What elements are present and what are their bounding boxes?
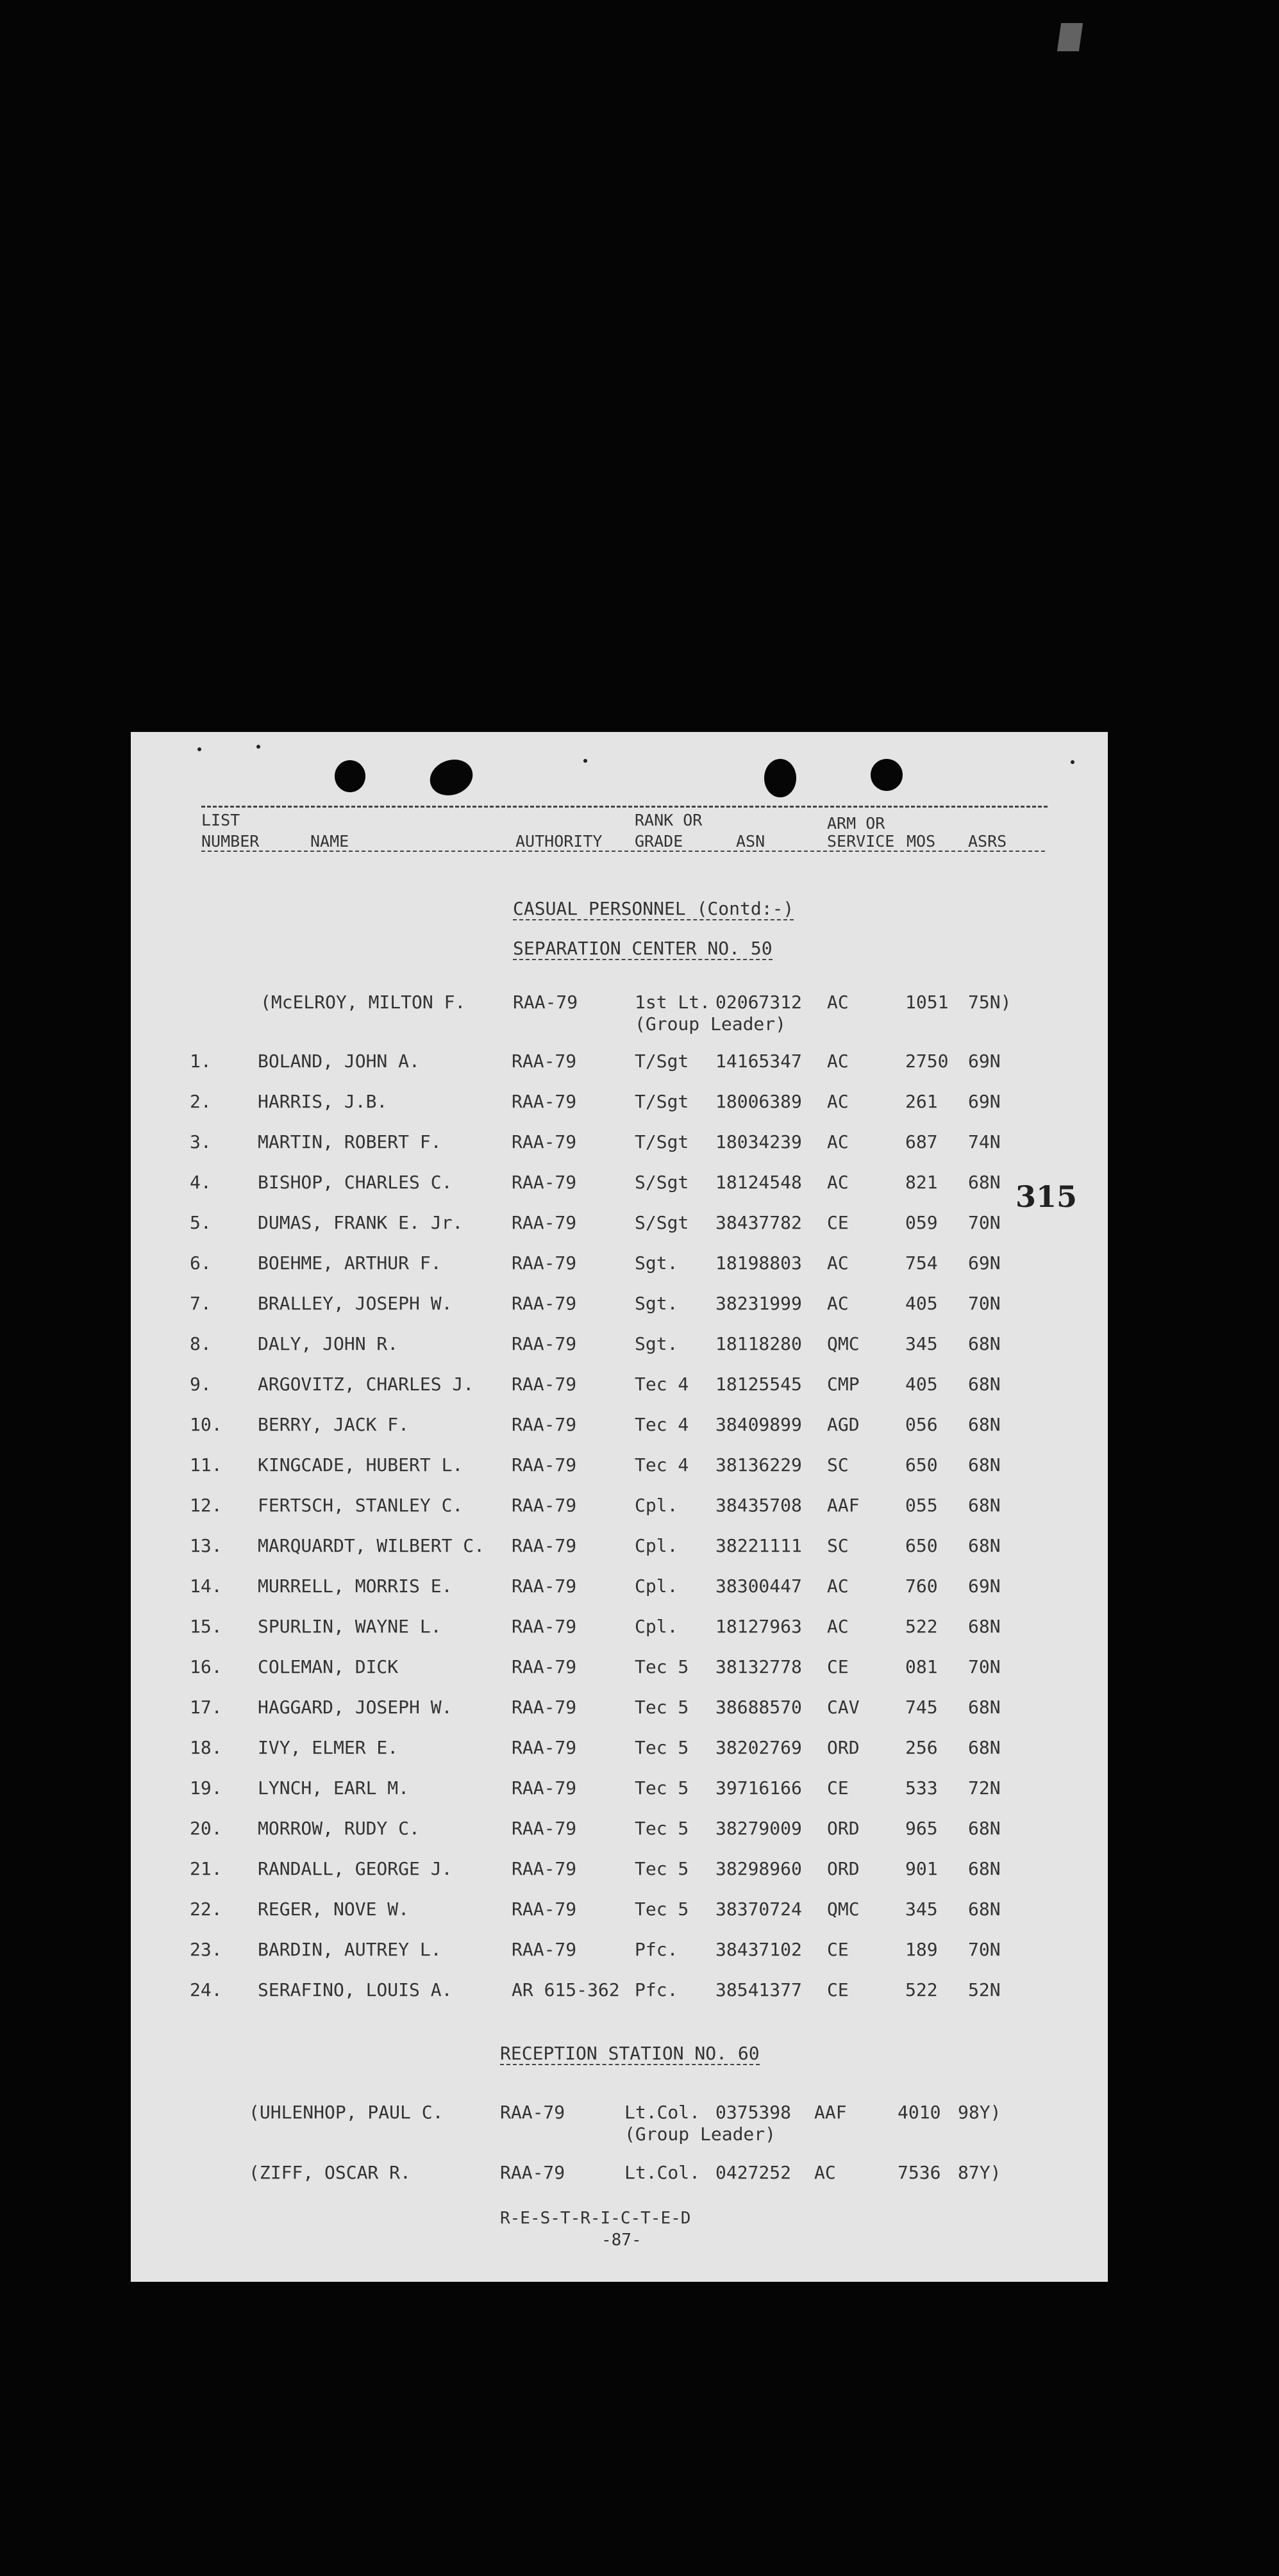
roster-row xyxy=(131,1537,1108,1563)
asrs-cell: 70N xyxy=(968,1939,1001,1960)
asrs-cell: 68N xyxy=(968,1374,1001,1395)
asn-cell: 38435708 xyxy=(715,1495,802,1516)
rank-cell: Cpl. xyxy=(635,1616,678,1637)
rank-cell: T/Sgt xyxy=(635,1131,689,1152)
authority-cell: RAA-79 xyxy=(512,1131,577,1152)
header-name: NAME xyxy=(310,832,349,851)
punch-hole xyxy=(335,760,365,792)
arm-cell: AC xyxy=(827,1252,849,1274)
name-cell: HARRIS, J.B. xyxy=(258,1091,388,1112)
asrs-cell: 68N xyxy=(968,1414,1001,1435)
name-cell: BISHOP, CHARLES C. xyxy=(258,1172,453,1193)
arm-cell: AC xyxy=(827,1131,849,1152)
asn-cell: 38221111 xyxy=(715,1535,802,1556)
roster-row xyxy=(131,1456,1108,1482)
roster-row xyxy=(131,1900,1108,1926)
asn-cell: 38279009 xyxy=(715,1818,802,1839)
mos-cell: 745 xyxy=(905,1697,938,1718)
mos-cell: 687 xyxy=(905,1131,938,1152)
name-cell: FERTSCH, STANLEY C. xyxy=(258,1495,464,1516)
list-number-cell: 18. xyxy=(190,1737,222,1758)
asrs-cell: 52N xyxy=(968,1979,1001,2000)
mos-cell: 2750 xyxy=(905,1051,949,1072)
header-rule xyxy=(201,806,1048,808)
list-number-cell: 22. xyxy=(190,1899,222,1920)
asn-cell: 02067312 xyxy=(715,992,802,1013)
asn-cell: 38437782 xyxy=(715,1212,802,1233)
rank-cell: Lt.Col. xyxy=(624,2162,701,2183)
mos-cell: 533 xyxy=(905,1777,938,1799)
asn-cell: 0427252 xyxy=(715,2162,792,2183)
rank-cell: Tec 5 xyxy=(635,1656,689,1677)
asrs-cell: 70N xyxy=(968,1212,1001,1233)
mos-cell: 055 xyxy=(905,1495,938,1516)
section-casual-personnel: CASUAL PERSONNEL (Contd:-) xyxy=(513,898,794,919)
document-page xyxy=(131,732,1108,2282)
asn-cell: 38136229 xyxy=(715,1454,802,1475)
roster-row xyxy=(131,1577,1108,1603)
list-number-cell: 8. xyxy=(190,1333,212,1354)
header-mos: MOS xyxy=(907,832,936,851)
roster-row xyxy=(131,1093,1108,1118)
roster-row xyxy=(131,1214,1108,1240)
list-number-cell: 17. xyxy=(190,1697,222,1718)
name-cell: REGER, NOVE W. xyxy=(258,1899,410,1920)
asn-cell: 18118280 xyxy=(715,1333,802,1354)
arm-cell: CAV xyxy=(827,1697,860,1718)
roster-row xyxy=(131,1335,1108,1361)
authority-cell: RAA-79 xyxy=(512,1172,577,1193)
asrs-cell: 69N xyxy=(968,1091,1001,1112)
asn-cell: 38409899 xyxy=(715,1414,802,1435)
authority-cell: RAA-79 xyxy=(512,1697,577,1718)
mos-cell: 7536 xyxy=(898,2162,941,2183)
roster-row xyxy=(131,1941,1108,1966)
asrs-cell: 68N xyxy=(968,1697,1001,1718)
list-number-cell: 13. xyxy=(190,1535,222,1556)
speck xyxy=(1071,760,1074,764)
roster-row xyxy=(131,1375,1108,1401)
authority-cell: RAA-79 xyxy=(512,1454,577,1475)
name-cell: KINGCADE, HUBERT L. xyxy=(258,1454,464,1475)
name-cell: BOLAND, JOHN A. xyxy=(258,1051,420,1072)
arm-cell: AGD xyxy=(827,1414,860,1435)
asrs-cell: 68N xyxy=(968,1495,1001,1516)
mos-cell: 965 xyxy=(905,1818,938,1839)
group-leader-note: (Group Leader) xyxy=(635,1013,787,1035)
arm-cell: ORD xyxy=(827,1737,860,1758)
header-asn: ASN xyxy=(736,832,765,851)
punch-hole xyxy=(425,754,478,801)
rank-cell: T/Sgt xyxy=(635,1051,689,1072)
arm-cell: CMP xyxy=(827,1374,860,1395)
rank-cell: Cpl. xyxy=(635,1575,678,1597)
name-cell: MARTIN, ROBERT F. xyxy=(258,1131,442,1152)
asn-cell: 38688570 xyxy=(715,1697,802,1718)
asrs-cell: 69N xyxy=(968,1575,1001,1597)
rank-cell: Tec 5 xyxy=(635,1818,689,1839)
name-cell: LYNCH, EARL M. xyxy=(258,1777,410,1799)
list-number-cell: 12. xyxy=(190,1495,222,1516)
arm-cell: QMC xyxy=(827,1899,860,1920)
rank-cell: Tec 4 xyxy=(635,1454,689,1475)
rank-cell: Tec 5 xyxy=(635,1697,689,1718)
header-arm-1: ARM OR xyxy=(827,814,885,833)
name-cell: ARGOVITZ, CHARLES J. xyxy=(258,1374,474,1395)
list-number-cell: 23. xyxy=(190,1939,222,1960)
authority-cell: RAA-79 xyxy=(512,1858,577,1879)
header-authority: AUTHORITY xyxy=(515,832,603,851)
restricted-footer: R-E-S-T-R-I-C-T-E-D xyxy=(500,2209,691,2228)
asrs-cell: 69N xyxy=(968,1051,1001,1072)
list-number-cell: 21. xyxy=(190,1858,222,1879)
list-number-cell: 2. xyxy=(190,1091,212,1112)
page-number: -87- xyxy=(601,2231,642,2250)
authority-cell: RAA-79 xyxy=(512,1616,577,1637)
arm-cell: AC xyxy=(827,1293,849,1314)
list-number-cell: 9. xyxy=(190,1374,212,1395)
name-cell: MURRELL, MORRIS E. xyxy=(258,1575,453,1597)
mos-cell: 345 xyxy=(905,1899,938,1920)
arm-cell: ORD xyxy=(827,1818,860,1839)
punch-hole xyxy=(764,759,796,797)
arm-cell: CE xyxy=(827,1212,849,1233)
roster-row xyxy=(131,1820,1108,1845)
asn-cell: 38300447 xyxy=(715,1575,802,1597)
asn-cell: 18034239 xyxy=(715,1131,802,1152)
section-separation-center: SEPARATION CENTER NO. 50 xyxy=(513,938,773,959)
group-leader-row xyxy=(131,992,1108,1035)
rank-cell: 1st Lt. xyxy=(635,992,711,1013)
asn-cell: 0375398 xyxy=(715,2102,792,2123)
arm-cell: AC xyxy=(827,1172,849,1193)
authority-cell: RAA-79 xyxy=(512,1293,577,1314)
mos-cell: 650 xyxy=(905,1454,938,1475)
roster-row xyxy=(131,1860,1108,1886)
name-cell: MORROW, RUDY C. xyxy=(258,1818,420,1839)
mos-cell: 256 xyxy=(905,1737,938,1758)
arm-cell: SC xyxy=(827,1535,849,1556)
roster-row xyxy=(131,1174,1108,1199)
name-cell: (ZIFF, OSCAR R. xyxy=(249,2162,411,2183)
arm-cell: AC xyxy=(827,1051,849,1072)
arm-cell: AC xyxy=(827,1616,849,1637)
header-rank-2: GRADE xyxy=(635,832,683,851)
authority-cell: RAA-79 xyxy=(512,1333,577,1354)
authority-cell: RAA-79 xyxy=(512,1899,577,1920)
authority-cell: RAA-79 xyxy=(512,1656,577,1677)
rank-cell: Tec 5 xyxy=(635,1737,689,1758)
asrs-cell: 68N xyxy=(968,1535,1001,1556)
mos-cell: 522 xyxy=(905,1616,938,1637)
group-leader-note: (Group Leader) xyxy=(624,2123,776,2145)
mos-cell: 4010 xyxy=(898,2102,941,2123)
asn-cell: 38370724 xyxy=(715,1899,802,1920)
authority-cell: AR 615-362 xyxy=(512,1979,620,2000)
rank-cell: Tec 5 xyxy=(635,1858,689,1879)
asn-cell: 38541377 xyxy=(715,1979,802,2000)
roster-row xyxy=(131,1497,1108,1522)
name-cell: (UHLENHOP, PAUL C. xyxy=(249,2102,444,2123)
authority-cell: RAA-79 xyxy=(512,1252,577,1274)
rank-cell: Sgt. xyxy=(635,1252,678,1274)
authority-cell: RAA-79 xyxy=(512,1091,577,1112)
roster-row xyxy=(131,1699,1108,1724)
asrs-cell: 69N xyxy=(968,1252,1001,1274)
list-number-cell: 1. xyxy=(190,1051,212,1072)
list-number-cell: 14. xyxy=(190,1575,222,1597)
arm-cell: AC xyxy=(827,1091,849,1112)
rank-cell: S/Sgt xyxy=(635,1212,689,1233)
authority-cell: RAA-79 xyxy=(512,1818,577,1839)
mos-cell: 059 xyxy=(905,1212,938,1233)
mos-cell: 405 xyxy=(905,1293,938,1314)
asrs-cell: 98Y) xyxy=(958,2102,1001,2123)
roster-row xyxy=(131,1295,1108,1320)
rank-cell: T/Sgt xyxy=(635,1091,689,1112)
asrs-cell: 68N xyxy=(968,1737,1001,1758)
asrs-cell: 68N xyxy=(968,1858,1001,1879)
asrs-cell: 68N xyxy=(968,1172,1001,1193)
roster-row xyxy=(131,1618,1108,1643)
header-arm-2: SERVICE xyxy=(827,832,895,851)
mos-cell: 760 xyxy=(905,1575,938,1597)
list-number-cell: 6. xyxy=(190,1252,212,1274)
asrs-cell: 68N xyxy=(968,1818,1001,1839)
arm-cell: ORD xyxy=(827,1858,860,1879)
authority-cell: RAA-79 xyxy=(513,992,578,1013)
asn-cell: 18127963 xyxy=(715,1616,802,1637)
name-cell: COLEMAN, DICK xyxy=(258,1656,399,1677)
authority-cell: RAA-79 xyxy=(512,1535,577,1556)
mos-cell: 821 xyxy=(905,1172,938,1193)
asn-cell: 18125545 xyxy=(715,1374,802,1395)
asn-cell: 38202769 xyxy=(715,1737,802,1758)
asn-cell: 39716166 xyxy=(715,1777,802,1799)
mos-cell: 261 xyxy=(905,1091,938,1112)
arm-cell: AAF xyxy=(827,1495,860,1516)
asrs-cell: 68N xyxy=(968,1333,1001,1354)
group-leader-row xyxy=(131,2102,1108,2145)
asn-cell: 18198803 xyxy=(715,1252,802,1274)
rank-cell: Pfc. xyxy=(635,1939,678,1960)
authority-cell: RAA-79 xyxy=(512,1575,577,1597)
authority-cell: RAA-79 xyxy=(512,1737,577,1758)
roster-row xyxy=(131,1133,1108,1159)
mos-cell: 056 xyxy=(905,1414,938,1435)
list-number-cell: 10. xyxy=(190,1414,222,1435)
header-asrs: ASRS xyxy=(968,832,1007,851)
authority-cell: RAA-79 xyxy=(512,1777,577,1799)
roster-row xyxy=(131,1739,1108,1765)
arm-cell: CE xyxy=(827,1777,849,1799)
asn-cell: 14165347 xyxy=(715,1051,802,1072)
authority-cell: RAA-79 xyxy=(512,1495,577,1516)
asn-cell: 38298960 xyxy=(715,1858,802,1879)
asrs-cell: 68N xyxy=(968,1616,1001,1637)
rank-cell: Tec 5 xyxy=(635,1899,689,1920)
mos-cell: 754 xyxy=(905,1252,938,1274)
arm-cell: AC xyxy=(827,992,849,1013)
authority-cell: RAA-79 xyxy=(512,1939,577,1960)
arm-cell: CE xyxy=(827,1939,849,1960)
mos-cell: 405 xyxy=(905,1374,938,1395)
name-cell: BERRY, JACK F. xyxy=(258,1414,410,1435)
name-cell: DUMAS, FRANK E. Jr. xyxy=(258,1212,464,1233)
header-list: LIST xyxy=(201,811,240,829)
authority-cell: RAA-79 xyxy=(512,1051,577,1072)
speck xyxy=(583,759,587,763)
asrs-cell: 70N xyxy=(968,1293,1001,1314)
name-cell: BARDIN, AUTREY L. xyxy=(258,1939,442,1960)
asn-cell: 18124548 xyxy=(715,1172,802,1193)
list-number-cell: 20. xyxy=(190,1818,222,1839)
asrs-cell: 72N xyxy=(968,1777,1001,1799)
speck xyxy=(256,745,260,749)
list-number-cell: 16. xyxy=(190,1656,222,1677)
asn-cell: 18006389 xyxy=(715,1091,802,1112)
asrs-cell: 74N xyxy=(968,1131,1001,1152)
rank-cell: Lt.Col. xyxy=(624,2102,701,2123)
asrs-cell: 68N xyxy=(968,1899,1001,1920)
list-number-cell: 15. xyxy=(190,1616,222,1637)
asrs-cell: 75N) xyxy=(968,992,1012,1013)
list-number-cell: 3. xyxy=(190,1131,212,1152)
rank-cell: Sgt. xyxy=(635,1333,678,1354)
roster-row xyxy=(131,1981,1108,2007)
roster-row xyxy=(131,1658,1108,1684)
name-cell: SPURLIN, WAYNE L. xyxy=(258,1616,442,1637)
authority-cell: RAA-79 xyxy=(512,1414,577,1435)
name-cell: RANDALL, GEORGE J. xyxy=(258,1858,453,1879)
name-cell: BOEHME, ARTHUR F. xyxy=(258,1252,442,1274)
list-number-cell: 4. xyxy=(190,1172,212,1193)
list-number-cell: 19. xyxy=(190,1777,222,1799)
rank-cell: Pfc. xyxy=(635,1979,678,2000)
authority-cell: RAA-79 xyxy=(512,1374,577,1395)
name-cell: HAGGARD, JOSEPH W. xyxy=(258,1697,453,1718)
header-rank-1: RANK OR xyxy=(635,811,703,829)
mos-cell: 345 xyxy=(905,1333,938,1354)
mos-cell: 1051 xyxy=(905,992,949,1013)
mos-cell: 081 xyxy=(905,1656,938,1677)
rank-cell: Tec 5 xyxy=(635,1777,689,1799)
speck xyxy=(197,747,201,751)
rank-cell: Cpl. xyxy=(635,1535,678,1556)
mos-cell: 189 xyxy=(905,1939,938,1960)
mos-cell: 650 xyxy=(905,1535,938,1556)
film-marker xyxy=(1057,23,1083,51)
name-cell: BRALLEY, JOSEPH W. xyxy=(258,1293,453,1314)
mos-cell: 901 xyxy=(905,1858,938,1879)
punch-hole xyxy=(871,759,903,791)
rank-cell: Sgt. xyxy=(635,1293,678,1314)
asn-cell: 38437102 xyxy=(715,1939,802,1960)
list-number-cell: 11. xyxy=(190,1454,222,1475)
rank-cell: Tec 4 xyxy=(635,1414,689,1435)
name-cell: (McELROY, MILTON F. xyxy=(260,992,466,1013)
mos-cell: 522 xyxy=(905,1979,938,2000)
rank-cell: Tec 4 xyxy=(635,1374,689,1395)
arm-cell: AC xyxy=(814,2162,836,2183)
asn-cell: 38132778 xyxy=(715,1656,802,1677)
list-number-cell: 5. xyxy=(190,1212,212,1233)
page-stamp: 315 xyxy=(1016,1179,1078,1214)
asn-cell: 38231999 xyxy=(715,1293,802,1314)
list-number-cell: 24. xyxy=(190,1979,222,2000)
arm-cell: QMC xyxy=(827,1333,860,1354)
authority-cell: RAA-79 xyxy=(500,2102,565,2123)
arm-cell: CE xyxy=(827,1656,849,1677)
name-cell: IVY, ELMER E. xyxy=(258,1737,399,1758)
roster-row xyxy=(131,1254,1108,1280)
rank-cell: S/Sgt xyxy=(635,1172,689,1193)
name-cell: DALY, JOHN R. xyxy=(258,1333,399,1354)
asrs-cell: 68N xyxy=(968,1454,1001,1475)
authority-cell: RAA-79 xyxy=(512,1212,577,1233)
group-leader-row xyxy=(131,2164,1108,2190)
roster-row xyxy=(131,1779,1108,1805)
asrs-cell: 70N xyxy=(968,1656,1001,1677)
rank-cell: Cpl. xyxy=(635,1495,678,1516)
name-cell: MARQUARDT, WILBERT C. xyxy=(258,1535,485,1556)
arm-cell: AC xyxy=(827,1575,849,1597)
roster-row xyxy=(131,1052,1108,1078)
authority-cell: RAA-79 xyxy=(500,2162,565,2183)
header-number: NUMBER xyxy=(201,833,1045,852)
list-number-cell: 7. xyxy=(190,1293,212,1314)
arm-cell: CE xyxy=(827,1979,849,2000)
arm-cell: AAF xyxy=(814,2102,847,2123)
name-cell: SERAFINO, LOUIS A. xyxy=(258,1979,453,2000)
roster-row xyxy=(131,1416,1108,1442)
asrs-cell: 87Y) xyxy=(958,2162,1001,2183)
section-reception-station: RECEPTION STATION NO. 60 xyxy=(500,2043,760,2064)
arm-cell: SC xyxy=(827,1454,849,1475)
